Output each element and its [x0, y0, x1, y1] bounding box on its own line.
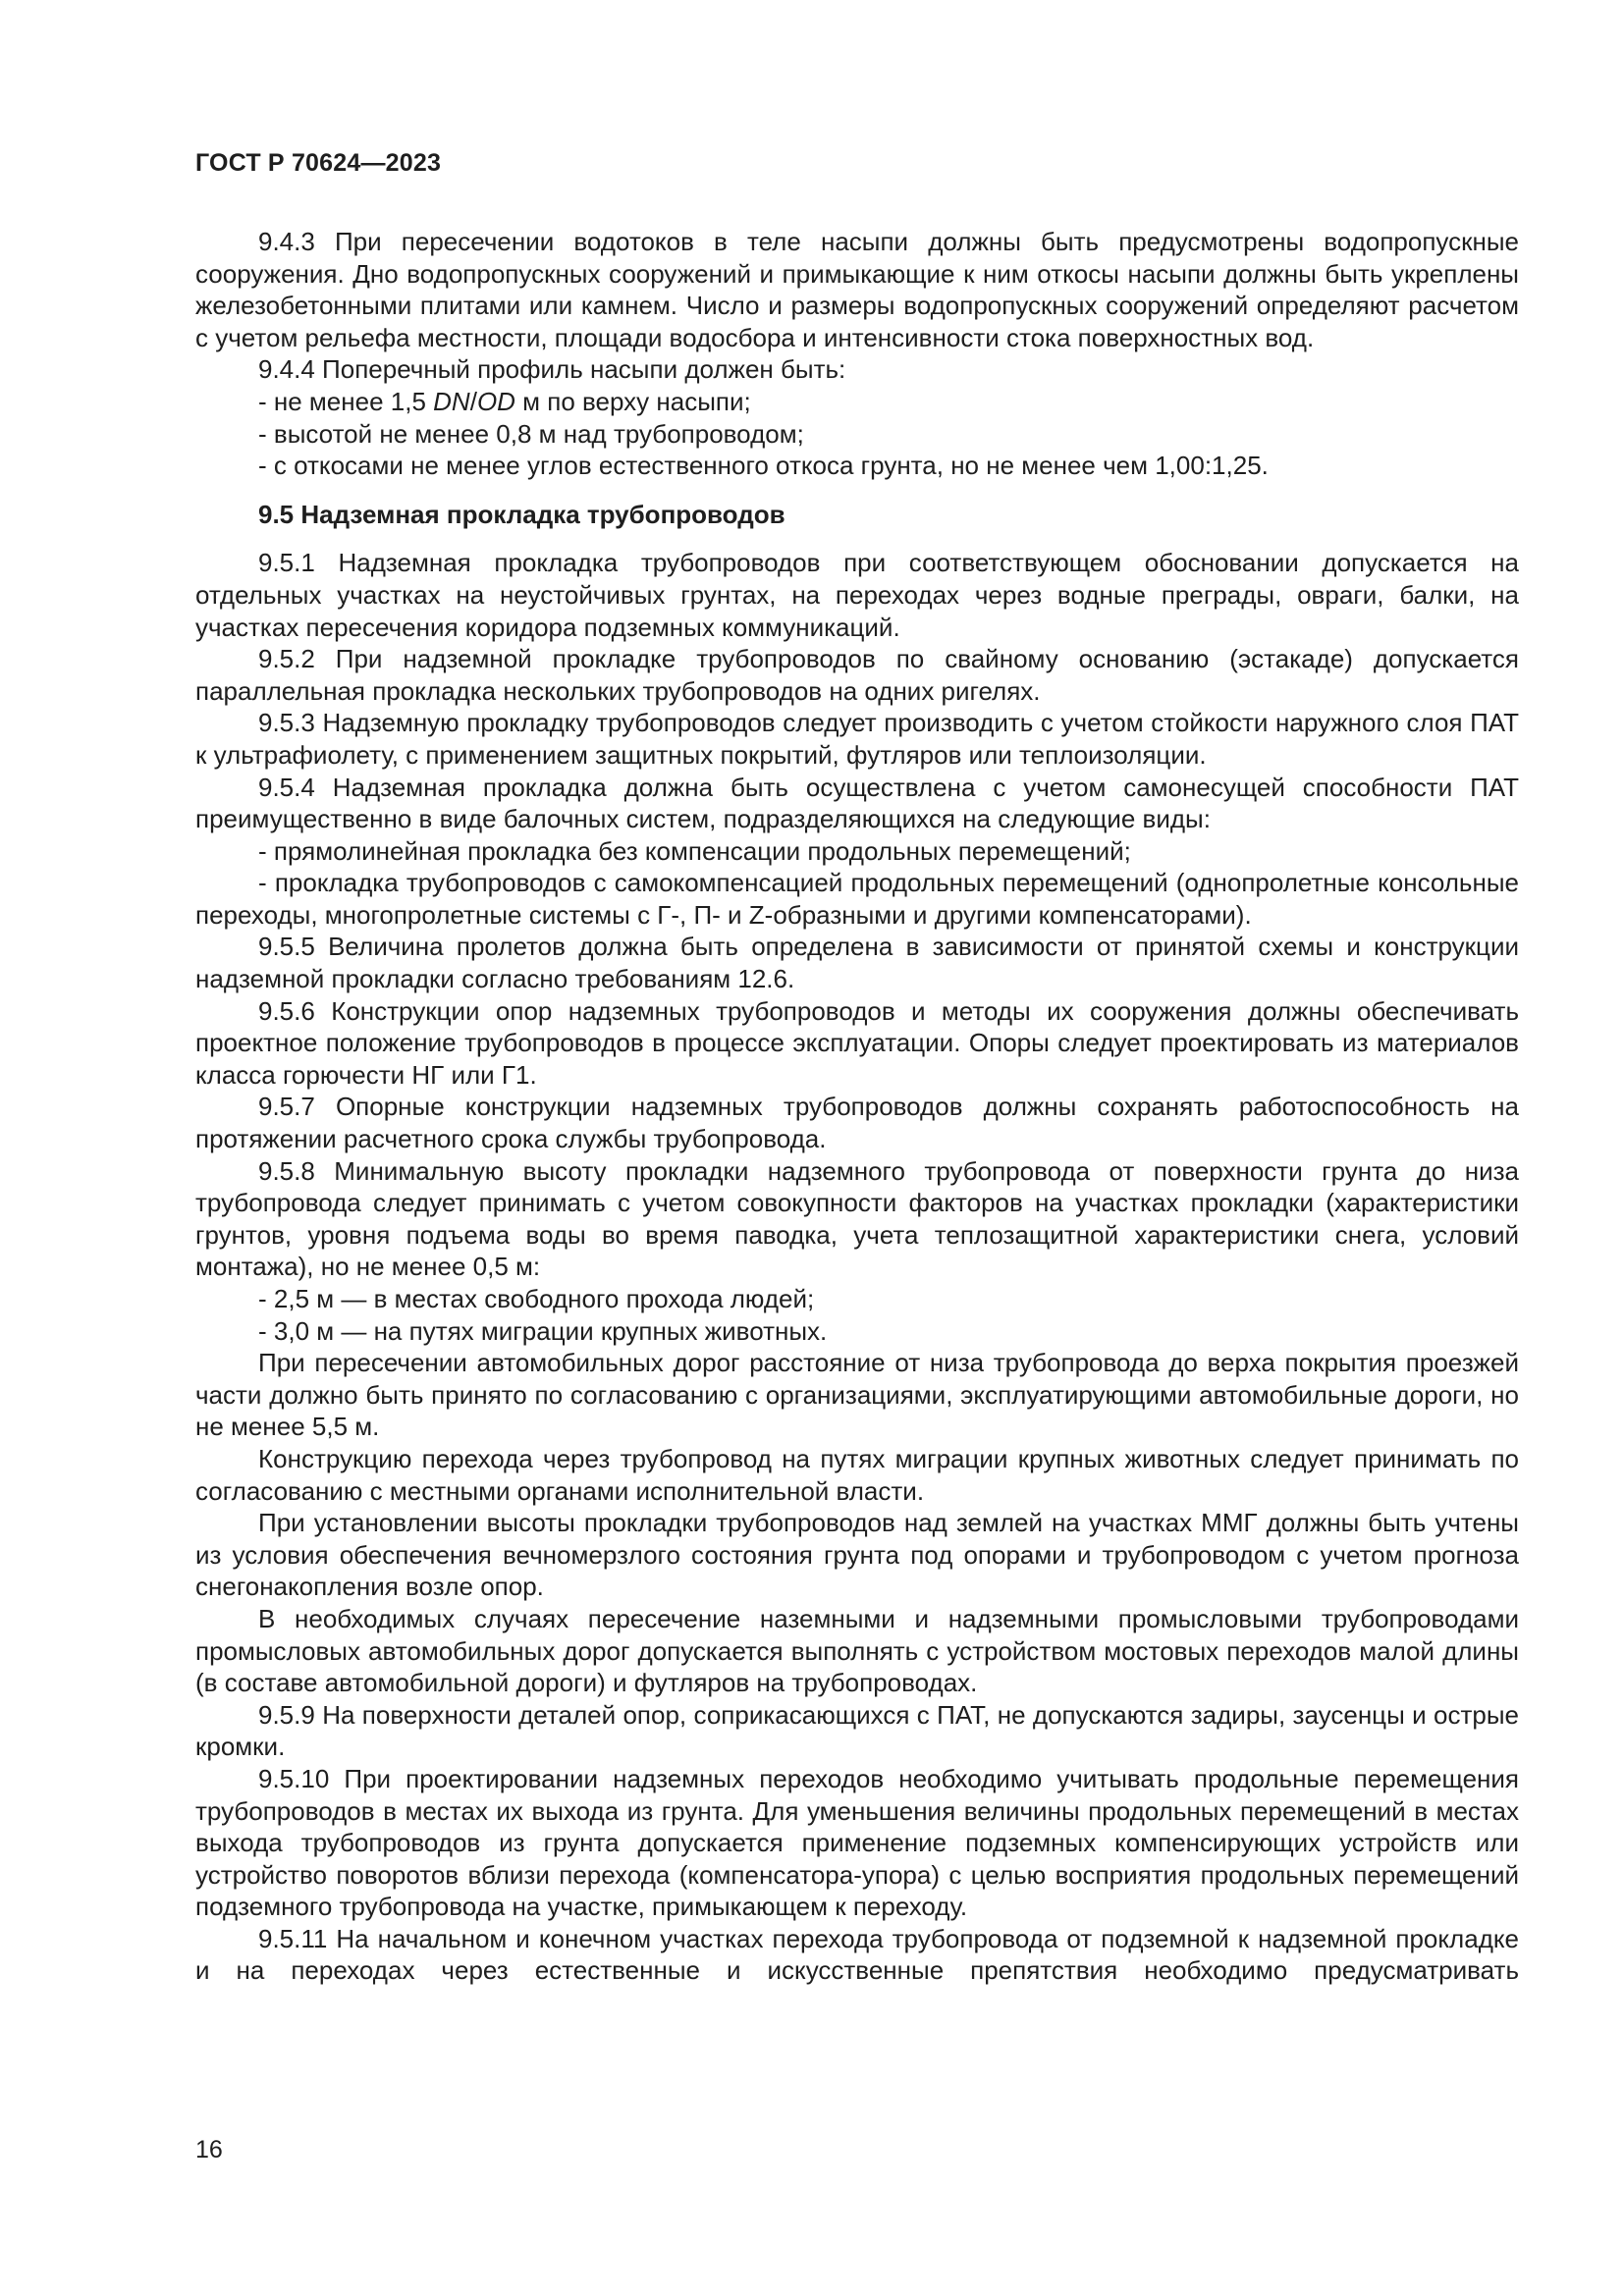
- page-number: 16: [195, 2136, 223, 2163]
- slash-symbol: /: [469, 386, 477, 416]
- list-item-animal-migration: - 3,0 м — на путях миграции крупных животных.: [258, 1315, 828, 1346]
- list-item-straight-laying: - прямолинейная прокладка без компенсации продольных перемещений;: [258, 835, 1131, 866]
- list-item-text: - не менее 1,5: [258, 386, 434, 416]
- paragraph-9-5-9: 9.5.9 На поверхности деталей опор, соприкасающихся с ПАТ, не допускаются задиры, заусенцы и острые кромки.: [195, 1699, 1519, 1762]
- paragraph-9-4-4: 9.4.4 Поперечный профиль насыпи должен быть:: [258, 354, 846, 385]
- paragraph-9-4-3: 9.4.3 При пересечении водотоков в теле насыпи должны быть предусмотрены водопропускные сооружения. Дно водопропускных сооружений и примыкающие к ним откосы насыпи должны быть укреплены железобетонными плитами или камнем. Число и размеры водопропускных сооружений определяют расчетом с учетом рельефа местности, площади водосбора и интенсивности стока поверхностных вод.: [195, 227, 1519, 352]
- list-item-people-passage: - 2,5 м — в местах свободного прохода людей;: [258, 1284, 815, 1313]
- paragraph-9-5-4: 9.5.4 Надземная прокладка должна быть осуществлена с учетом самонесущей способности ПАТ преимущественно в виде балочных систем, подразделяющихся на следующие виды:: [195, 772, 1519, 834]
- section-heading-9-5: 9.5 Надземная прокладка трубопроводов: [258, 499, 785, 529]
- paragraph-9-5-11: 9.5.11 На начальном и конечном участках перехода трубопровода от подземной к надземной прокладке и на переходах через естественные и искусственные препятствия необходимо предусматривать: [195, 1923, 1519, 1986]
- paragraph-bridge-crossings: В необходимых случаях пересечение наземными и надземными промысловыми трубопроводами промысловых автомобильных дорог допускается выполнять с устройством мостовых переходов малой длины (в составе автомобильной дороги) и футляров на трубопроводах.: [195, 1603, 1519, 1698]
- document-code-header: ГОСТ Р 70624—2023: [195, 149, 442, 177]
- list-item-profile-slopes: - с откосами не менее углов естественного откоса грунта, но не менее чем 1,00:1,25.: [258, 451, 1269, 481]
- paragraph-9-5-10: 9.5.10 При проектировании надземных переходов необходимо учитывать продольные перемещения трубопроводов в местах их выхода из грунта. Для уменьшения величины продольных перемещений в местах выхода трубопроводов из грунта допускается применение подземных компенсирующих устройств или устройство поворотов вблизи перехода (компенсатора-упора) с целью восприятия продольных перемещений подземного трубопровода на участке, примыкающем к переходу.: [195, 1763, 1519, 1922]
- paragraph-9-5-3: 9.5.3 Надземную прокладку трубопроводов следует производить с учетом стойкости наружного слоя ПАТ к ультрафиолету, с применением защитных покрытий, футляров или теплоизоляции.: [195, 708, 1519, 770]
- list-item-self-compensation: - прокладка трубопроводов с самокомпенсацией продольных перемещений (однопролетные консольные переходы, многопролетные системы с Г-, П- и Z-образными и другими компенсаторами).: [195, 868, 1519, 930]
- paragraph-9-5-7: 9.5.7 Опорные конструкции надземных трубопроводов должны сохранять работоспособность на протяжении расчетного срока службы трубопровода.: [195, 1092, 1519, 1154]
- dn-symbol: DN: [433, 386, 470, 416]
- paragraph-animal-crossing: Конструкцию перехода через трубопровод на путях миграции крупных животных следует принимать по согласованию с местными органами исполнительной власти.: [195, 1443, 1519, 1506]
- list-item-profile-height: - высотой не менее 0,8 м над трубопроводом;: [258, 418, 804, 449]
- paragraph-road-crossing: При пересечении автомобильных дорог расстояние от низа трубопровода до верха покрытия проезжей части должно быть принято по согласованию с организациями, эксплуатирующими автомобильные дороги, но не менее 5,5 м.: [195, 1348, 1519, 1442]
- paragraph-9-5-1: 9.5.1 Надземная прокладка трубопроводов при соответствующем обосновании допускается на отдельных участках на неустойчивых грунтах, на переходах через водные преграды, овраги, балки, на участках пересечения коридора подземных коммуникаций.: [195, 548, 1519, 642]
- list-item-text: м по верху насыпи;: [514, 386, 751, 416]
- paragraph-permafrost: При установлении высоты прокладки трубопроводов над землей на участках ММГ должны быть учтены из условия обеспечения вечномерзлого состояния грунта под опорами и трубопроводом с учетом прогноза снегонакопления возле опор.: [195, 1508, 1519, 1602]
- paragraph-9-5-5: 9.5.5 Величина пролетов должна быть определена в зависимости от принятой схемы и конструкции надземной прокладки согласно требованиям 12.6.: [195, 932, 1519, 994]
- list-item-profile-width: [195, 386, 1519, 418]
- paragraph-9-5-8: 9.5.8 Минимальную высоту прокладки надземного трубопровода от поверхности грунта до низа трубопровода следует принимать с учетом совокупности факторов на участках прокладки (характеристики грунтов, уровня подъема воды во время паводка, учета теплозащитной характеристики снега, условий монтажа), но не менее 0,5 м:: [195, 1155, 1519, 1282]
- paragraph-9-5-2: 9.5.2 При надземной прокладке трубопроводов по свайному основанию (эстакаде) допускается параллельная прокладка нескольких трубопроводов на одних ригелях.: [195, 644, 1519, 706]
- od-symbol: OD: [476, 386, 515, 416]
- paragraph-9-5-6: 9.5.6 Конструкции опор надземных трубопроводов и методы их сооружения должны обеспечивать проектное положение трубопроводов в процессе эксплуатации. Опоры следует проектировать из материалов класса горючести НГ или Г1.: [195, 995, 1519, 1090]
- document-body: [195, 226, 1519, 1987]
